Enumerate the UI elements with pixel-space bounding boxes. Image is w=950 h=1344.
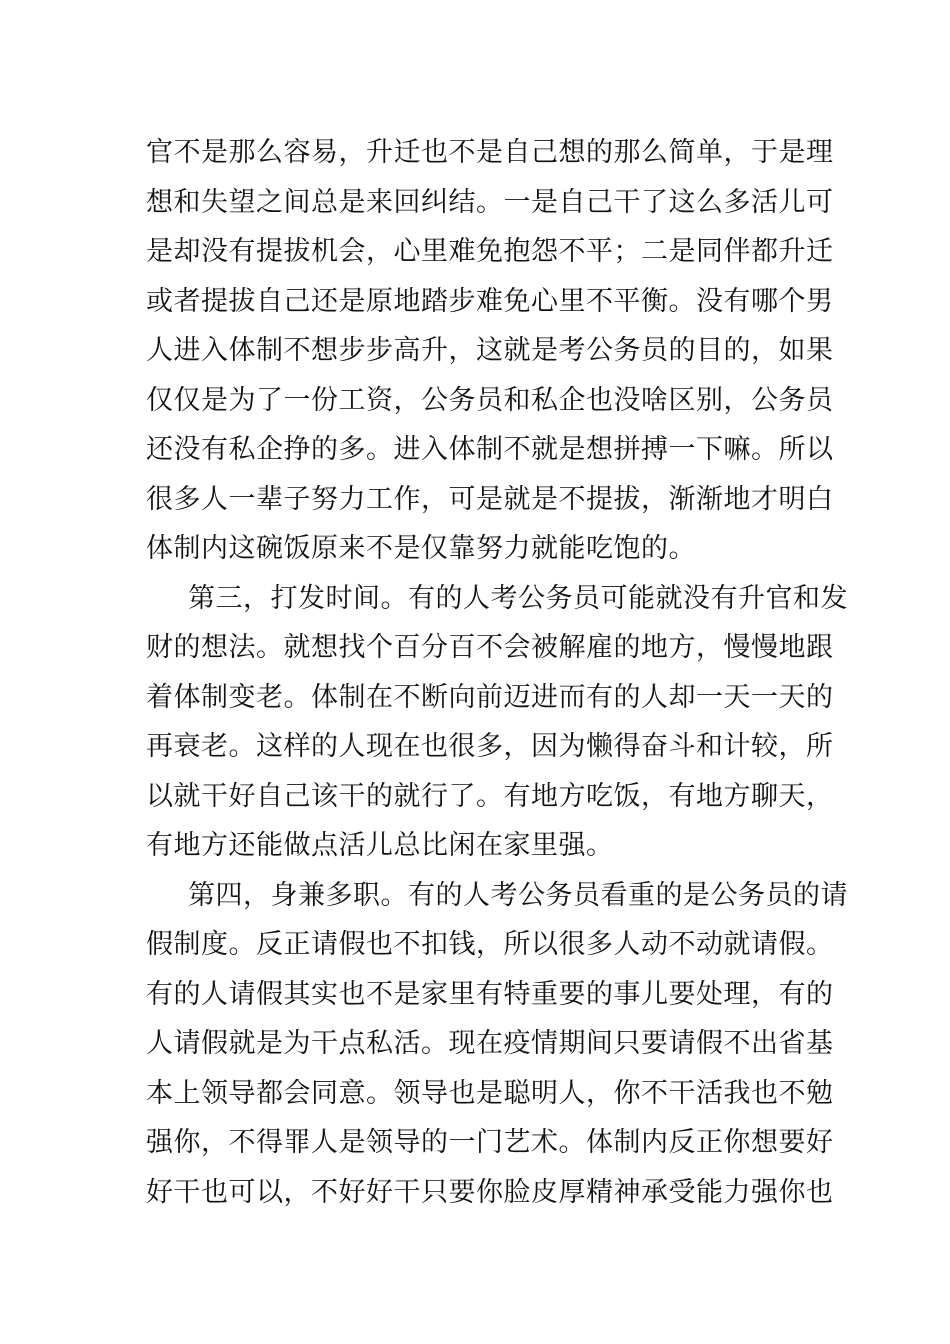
text-line: 想和失望之间总是来回纠结。一是自己干了这么多活儿可 [146, 186, 834, 218]
text-line: 很多人一辈子努力工作，可是就是不提拔，渐渐地才明白 [146, 483, 834, 515]
text-line: 还没有私企挣的多。进入体制不就是想拼搏一下嘛。所以 [146, 434, 834, 465]
text-line: 是却没有提拔机会，心里难免抱怨不平；二是同伴都升迁 [146, 236, 834, 267]
text-line: 第四，身兼多职。有的人考公务员看重的是公务员的请 [188, 879, 848, 911]
text-line: 着体制变老。体制在不断向前迈进而有的人却一天一天的 [146, 681, 834, 713]
text-line: 本上领导都会同意。领导也是聪明人，你不干活我也不勉 [146, 1077, 834, 1109]
text-line: 体制内这碗饭原来不是仅靠努力就能吃饱的。 [146, 533, 696, 564]
text-line: 以就干好自己该干的就行了。有地方吃饭，有地方聊天， [146, 780, 834, 812]
text-line: 有的人请假其实也不是家里有特重要的事儿要处理，有的 [146, 978, 834, 1010]
text-line: 假制度。反正请假也不扣钱，所以很多人动不动就请假。 [146, 929, 834, 960]
text-line: 强你，不得罪人是领导的一门艺术。体制内反正你想要好 [146, 1127, 834, 1158]
body-text [146, 128, 848, 1217]
text-line: 第三，打发时间。有的人考公务员可能就没有升官和发 [188, 582, 848, 614]
text-line: 人请假就是为干点私活。现在疫情期间只要请假不出省基 [146, 1028, 834, 1059]
text-line: 财的想法。就想找个百分百不会被解雇的地方，慢慢地跟 [146, 632, 834, 663]
paragraph-third-pass-time [146, 574, 848, 871]
text-line: 官不是那么容易，升迁也不是自己想的那么简单，于是理 [146, 137, 834, 168]
text-line: 再衰老。这样的人现在也很多，因为懒得奋斗和计较，所 [146, 731, 834, 762]
text-line: 有地方还能做点活儿总比闲在家里强。 [146, 830, 614, 861]
paragraph-promotion [146, 128, 834, 574]
text-line: 人进入体制不想步步高升，这就是考公务员的目的，如果 [146, 335, 834, 366]
text-line: 或者提拔自己还是原地踏步难免心里不平衡。没有哪个男 [146, 285, 834, 317]
text-line: 好干也可以，不好好干只要你脸皮厚精神承受能力强你也 [146, 1176, 834, 1208]
text-line: 仅仅是为了一份工资，公务员和私企也没啥区别，公务员 [146, 384, 834, 416]
paragraph-fourth-multiple-jobs [146, 871, 848, 1218]
